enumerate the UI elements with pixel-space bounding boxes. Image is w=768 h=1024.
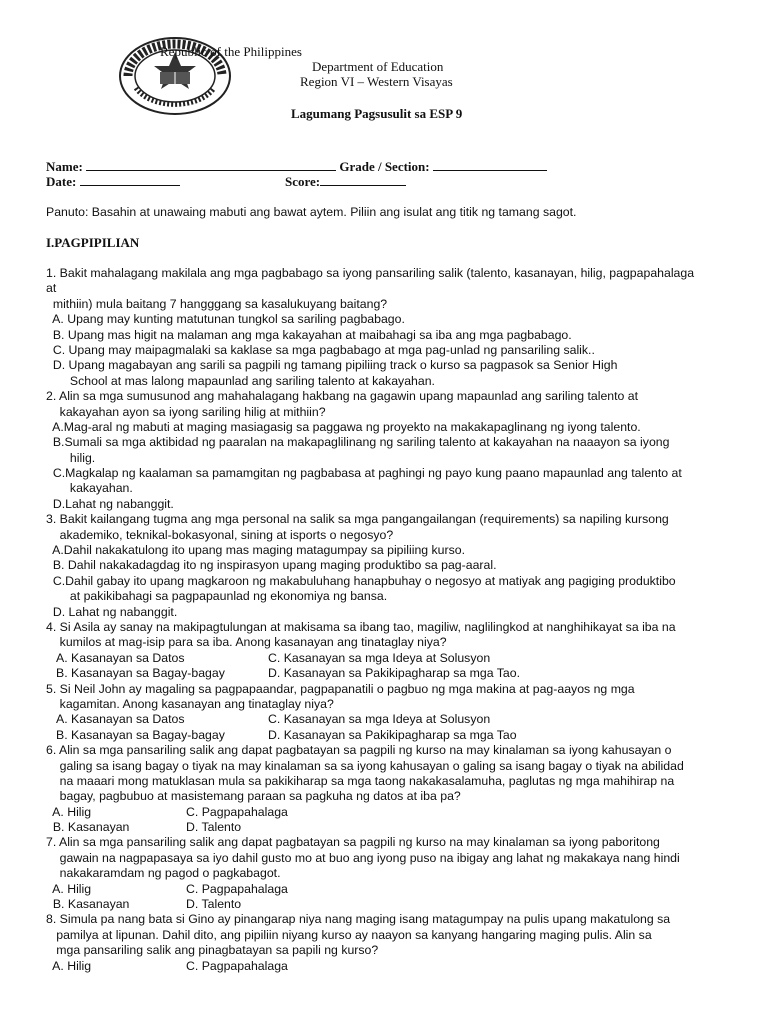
question-1 xyxy=(46,266,736,389)
question-text-line: 5. Si Neil John ay magaling sa pagpapaandar, pagpapanatili o pagbuo ng mga makina at pag-aayos ng mga xyxy=(46,681,635,696)
choice-option[interactable]: D. Lahat ng nabanggit. xyxy=(46,604,178,619)
choice-option[interactable]: at pakikibahagi sa pagpapaunlad ng ekonomiya ng bansa. xyxy=(46,589,388,604)
choice-row xyxy=(46,712,736,727)
question-text-line: 7. Alin sa mga pansariling salik ang dapat pagbatayan sa pagpili ng kurso na may kinalaman sa iyong paboritong xyxy=(46,835,660,850)
choice-option[interactable]: B.Sumali sa mga aktibidad ng paaralan na makapaglilinang ng sariling talento at kakayahan na naaayon sa iyong xyxy=(46,435,670,450)
choice-option[interactable]: D. Upang magabayan ang sarili sa pagpili ng tamang pipiliing track o kurso sa pagpasok sa Senior High xyxy=(46,358,618,373)
choice-option[interactable]: C. Upang may maipagmalaki sa kaklase sa mga pagbabago at mga pag-unlad ng pansariling salik.. xyxy=(46,342,595,357)
question-text-line: pamilya at lipunan. Dahil dito, ang pipiliin niyang kurso ay naayon sa kanyang hangaring maging pulis. Alin sa xyxy=(46,927,652,942)
grade-section-blank[interactable] xyxy=(433,159,547,171)
question-7 xyxy=(46,835,736,912)
choice-option[interactable]: D.Lahat ng nabanggit. xyxy=(46,496,174,511)
choice-option[interactable]: D. Kasanayan sa Pakikipagharap sa mga Tao xyxy=(268,727,517,742)
choice-option[interactable]: A. Hilig xyxy=(46,958,92,973)
choice-row xyxy=(46,820,736,835)
exam-title: Lagumang Pagsusulit sa ESP 9 xyxy=(291,106,463,121)
date-label: Date: xyxy=(46,174,77,189)
question-text-line: 2. Alin sa mga sumusunod ang mahahalagang hakbang na gagawin upang mapaunlad ang sariling talento at xyxy=(46,389,639,404)
choice-option[interactable]: C.Dahil gabay ito upang magkaroon ng makabuluhang hanapbuhay o negosyo at matiyak ang pagiging produktibo xyxy=(46,573,676,588)
choice-option[interactable]: hilig. xyxy=(46,450,96,465)
choice-option[interactable]: D. Talento xyxy=(186,897,242,912)
choice-option[interactable]: B. Kasanayan sa Bagay-bagay xyxy=(56,666,225,681)
choice-option[interactable]: A. Kasanayan sa Datos xyxy=(56,712,185,727)
choice-option[interactable]: A.Dahil nakakatulong ito upang mas maging matagumpay sa pipiliing kurso. xyxy=(46,543,466,558)
question-text-line: bagay, pagbubuo at masistemang paraan sa pagkuha ng datos at iba pa? xyxy=(46,789,461,804)
choice-option[interactable]: D. Kasanayan sa Pakikipagharap sa mga Tao. xyxy=(268,666,521,681)
choice-option[interactable]: B. Kasanayan xyxy=(46,897,130,912)
name-label: Name: xyxy=(46,159,83,174)
choice-option[interactable]: A. Hilig xyxy=(46,881,92,896)
question-text-line: mithiin) mula baitang 7 hangggang sa kasalukuyang baitang? xyxy=(46,296,388,311)
date-field-row xyxy=(46,174,180,190)
score-blank[interactable] xyxy=(320,174,406,186)
question-text-line: kumilos at mag-isip para sa iba. Anong kasanayan ang tinataglay niya? xyxy=(46,635,447,650)
question-text-line: akademiko, teknikal-bokasyonal, sining at isports o negosyo? xyxy=(46,527,394,542)
question-text-line: gawain na nagpapasaya sa iyo dahil gusto mo at buo ang iyong puso na ibigay ang lahat ng makakaya nang hindi xyxy=(46,850,680,865)
choice-row xyxy=(46,728,736,743)
choice-row xyxy=(46,959,736,974)
question-list xyxy=(46,266,736,974)
instructions: Panuto: Basahin at unawaing mabuti ang bawat aytem. Piliin ang isulat ang titik ng tamang sagot. xyxy=(46,205,577,219)
choice-option[interactable]: C.Magkalap ng kaalaman sa pamamgitan ng pagbabasa at paghingi ng payo kung paano mapaunlad ang talento at xyxy=(46,466,682,481)
question-text-line: 3. Bakit kailangang tugma ang mga personal na salik sa mga pangangailangan (requirements) sa napiling kursong xyxy=(46,512,669,527)
choice-option[interactable]: A. Kasanayan sa Datos xyxy=(56,650,185,665)
question-4 xyxy=(46,620,736,682)
section-title: I.PAGPIPILIAN xyxy=(46,235,140,250)
choice-option[interactable]: A. Hilig xyxy=(46,804,92,819)
choice-option[interactable]: A. Upang may kunting matutunan tungkol sa sariling pagbabago. xyxy=(46,312,405,327)
question-8 xyxy=(46,912,736,974)
department-line: Department of Education xyxy=(312,59,444,74)
republic-line: Republic of the Philippines xyxy=(160,44,302,59)
question-text-line: at xyxy=(46,281,57,296)
question-text-line: 4. Si Asila ay sanay na makipagtulungan at makisama sa ibang tao, magiliw, naglilingkod at nanghihikayat sa iba na xyxy=(46,619,676,634)
choice-option[interactable]: D. Talento xyxy=(186,820,242,835)
grade-section-label: Grade / Section: xyxy=(339,159,430,174)
choice-option[interactable]: kakayahan. xyxy=(46,481,133,496)
choice-row xyxy=(46,897,736,912)
choice-option[interactable]: C. Kasanayan sa mga Ideya at Solusyon xyxy=(268,712,491,727)
choice-option[interactable]: A.Mag-aral ng mabuti at maging masiagasig sa paggawa ng proyekto na makakapaglinang ng iyong talento. xyxy=(46,419,641,434)
question-5 xyxy=(46,682,736,744)
score-label: Score: xyxy=(285,174,321,189)
choice-option[interactable]: School at mas lalong mapaunlad ang sariling talento at kakayahan. xyxy=(46,373,435,388)
question-text-line: kagamitan. Anong kasanayan ang tinataglay niya? xyxy=(46,696,334,711)
choice-row xyxy=(46,805,736,820)
choice-option[interactable]: B. Upang mas higit na malaman ang mga kakayahan at maibahagi sa iba ang mga pagbabago. xyxy=(46,327,572,342)
question-2 xyxy=(46,389,736,512)
choice-row xyxy=(46,882,736,897)
choice-option[interactable]: C. Pagpapahalaga xyxy=(186,881,288,896)
question-text-line: galing sa isang bagay o tiyak na may kinalaman sa sa iyong kahusayan o galing sa isang bagay o tiyak na abilidad xyxy=(46,758,684,773)
question-text-line: nakakaramdam ng pagod o pagkabagot. xyxy=(46,866,281,881)
question-text-line: na maaari mong matuklasan mula sa pakikiharap sa mga taong nakakasalamuha, paglutas ng mga mahihirap na xyxy=(46,773,675,788)
question-text-line: 1. Bakit mahalagang makilala ang mga pagbabago sa iyong pansariling salik (talento, kasanayan, hilig, pagpapahalaga xyxy=(46,266,695,280)
choice-option[interactable]: B. Kasanayan sa Bagay-bagay xyxy=(56,727,225,742)
name-field-row xyxy=(46,159,547,175)
region-line: Region VI – Western Visayas xyxy=(300,74,453,89)
score-field-row xyxy=(285,174,406,190)
question-3 xyxy=(46,512,736,620)
question-text-line: kakayahan ayon sa iyong sariling hilig at mithiin? xyxy=(46,404,326,419)
question-text-line: 6. Alin sa mga pansariling salik ang dapat pagbatayan sa pagpili ng kurso na may kinalaman sa iyong kahusayan o xyxy=(46,743,672,758)
name-blank[interactable] xyxy=(86,159,336,171)
choice-option[interactable]: C. Pagpapahalaga xyxy=(186,958,288,973)
choice-option[interactable]: C. Pagpapahalaga xyxy=(186,804,288,819)
choice-option[interactable]: B. Kasanayan xyxy=(46,820,130,835)
question-text-line: 8. Simula pa nang bata si Gino ay pinangarap niya nang maging isang matagumpay na pulis upang makatulong sa xyxy=(46,912,671,927)
choice-row xyxy=(46,651,736,666)
choice-row xyxy=(46,666,736,681)
choice-option[interactable]: B. Dahil nakakadagdag ito ng inspirasyon upang maging produktibo sa pag-aaral. xyxy=(46,558,497,573)
choice-option[interactable]: C. Kasanayan sa mga Ideya at Solusyon xyxy=(268,650,491,665)
question-6 xyxy=(46,743,736,835)
date-blank[interactable] xyxy=(80,174,180,186)
question-text-line: mga pansariling salik ang pinagbatayan sa papili ng kurso? xyxy=(46,943,379,958)
